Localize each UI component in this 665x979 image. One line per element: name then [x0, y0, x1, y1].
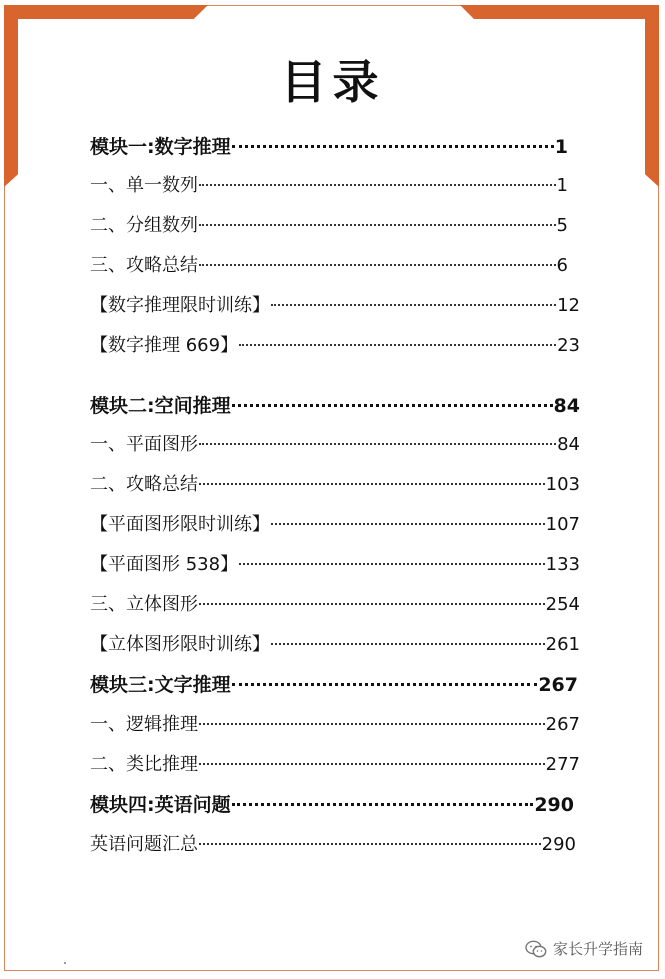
corner-decoration-top-left: [4, 5, 208, 19]
toc-entry-label: 三、立体图形: [90, 594, 198, 615]
toc-entry-label: 【数字推理 669】: [90, 335, 239, 356]
dot-leader: [232, 404, 553, 407]
toc-entry[interactable]: [90, 632, 580, 658]
toc-entry[interactable]: [90, 832, 576, 858]
toc-entry[interactable]: [90, 173, 568, 199]
toc-entry[interactable]: [90, 512, 580, 538]
toc-page-number: 267: [545, 714, 580, 735]
toc-module-heading[interactable]: [90, 393, 580, 419]
dot-leader: [199, 224, 556, 226]
toc-page-number: 103: [545, 474, 580, 495]
dot-leader: [199, 184, 556, 186]
toc-page-number: 1: [556, 175, 568, 196]
toc-entry[interactable]: [90, 293, 580, 319]
dot-leader: [271, 523, 545, 525]
dot-leader: [199, 443, 556, 445]
dot-leader: [232, 145, 554, 148]
dot-leader: [199, 843, 541, 845]
toc-entry-label: 英语问题汇总: [90, 834, 198, 855]
dot-leader: [239, 344, 556, 346]
toc-page-number: 290: [534, 794, 574, 816]
toc-entry[interactable]: [90, 592, 580, 618]
toc-entry-label: 三、攻略总结: [90, 255, 198, 276]
toc-entry[interactable]: [90, 213, 568, 239]
toc-entry-label: 二、攻略总结: [90, 474, 198, 495]
toc-module-heading[interactable]: [90, 134, 568, 160]
toc-entry[interactable]: [90, 253, 568, 279]
toc-page-number: 277: [545, 754, 580, 775]
toc-entry-label: 二、分组数列: [90, 215, 198, 236]
toc-page-number: 12: [557, 295, 580, 316]
toc-page-number: 267: [538, 674, 578, 696]
dot-leader: [199, 603, 545, 605]
corner-decoration-top-right: [460, 5, 659, 19]
toc-entry[interactable]: [90, 432, 580, 458]
toc-entry[interactable]: [90, 712, 580, 738]
toc-entry-label: 模块三:文字推理: [90, 674, 231, 696]
toc-page-number: 5: [556, 215, 568, 236]
dot-leader: [199, 723, 545, 725]
dot-leader: [271, 643, 545, 645]
toc-entry-label: 模块一:数字推理: [90, 136, 231, 158]
toc-page-number: 1: [554, 136, 568, 158]
dot-leader: [271, 304, 556, 306]
toc-entry[interactable]: [90, 552, 580, 578]
toc-entry-label: 【平面图形 538】: [90, 554, 239, 575]
page-speck: [64, 962, 66, 964]
toc-page-number: 133: [545, 554, 580, 575]
toc-entry-label: 一、单一数列: [90, 175, 198, 196]
watermark-text: 家长升学指南: [552, 940, 643, 958]
toc-entry-label: 一、逻辑推理: [90, 714, 198, 735]
toc-page-number: 254: [545, 594, 580, 615]
toc-page-number: 290: [541, 834, 576, 855]
toc-entry-label: 一、平面图形: [90, 434, 198, 455]
dot-leader: [239, 563, 545, 565]
toc-page-number: 84: [557, 434, 580, 455]
toc-page-number: 23: [557, 335, 580, 356]
dot-leader: [199, 264, 556, 266]
page-title: 目录: [280, 55, 385, 109]
toc-entry[interactable]: [90, 333, 580, 359]
toc-page-number: 84: [553, 395, 580, 417]
toc-module-heading[interactable]: [90, 672, 578, 698]
toc-entry-label: 二、类比推理: [90, 754, 198, 775]
toc-entry[interactable]: [90, 472, 580, 498]
dot-leader: [199, 483, 545, 485]
toc-page-number: 6: [556, 255, 568, 276]
toc-module-heading[interactable]: [90, 792, 574, 818]
watermark: [525, 938, 643, 959]
toc-entry-label: 【平面图形限时训练】: [90, 514, 270, 535]
toc-entry-label: 【立体图形限时训练】: [90, 634, 270, 655]
toc-entry-label: 模块二:空间推理: [90, 395, 231, 417]
toc-entry-label: 模块四:英语问题: [90, 794, 231, 816]
toc-page-number: 107: [545, 514, 580, 535]
toc-page-number: 261: [545, 634, 580, 655]
dot-leader: [232, 683, 538, 686]
dot-leader: [232, 803, 534, 806]
toc-entry-label: 【数字推理限时训练】: [90, 295, 270, 316]
dot-leader: [199, 763, 545, 765]
toc-entry[interactable]: [90, 752, 580, 778]
wechat-icon: [525, 940, 547, 958]
